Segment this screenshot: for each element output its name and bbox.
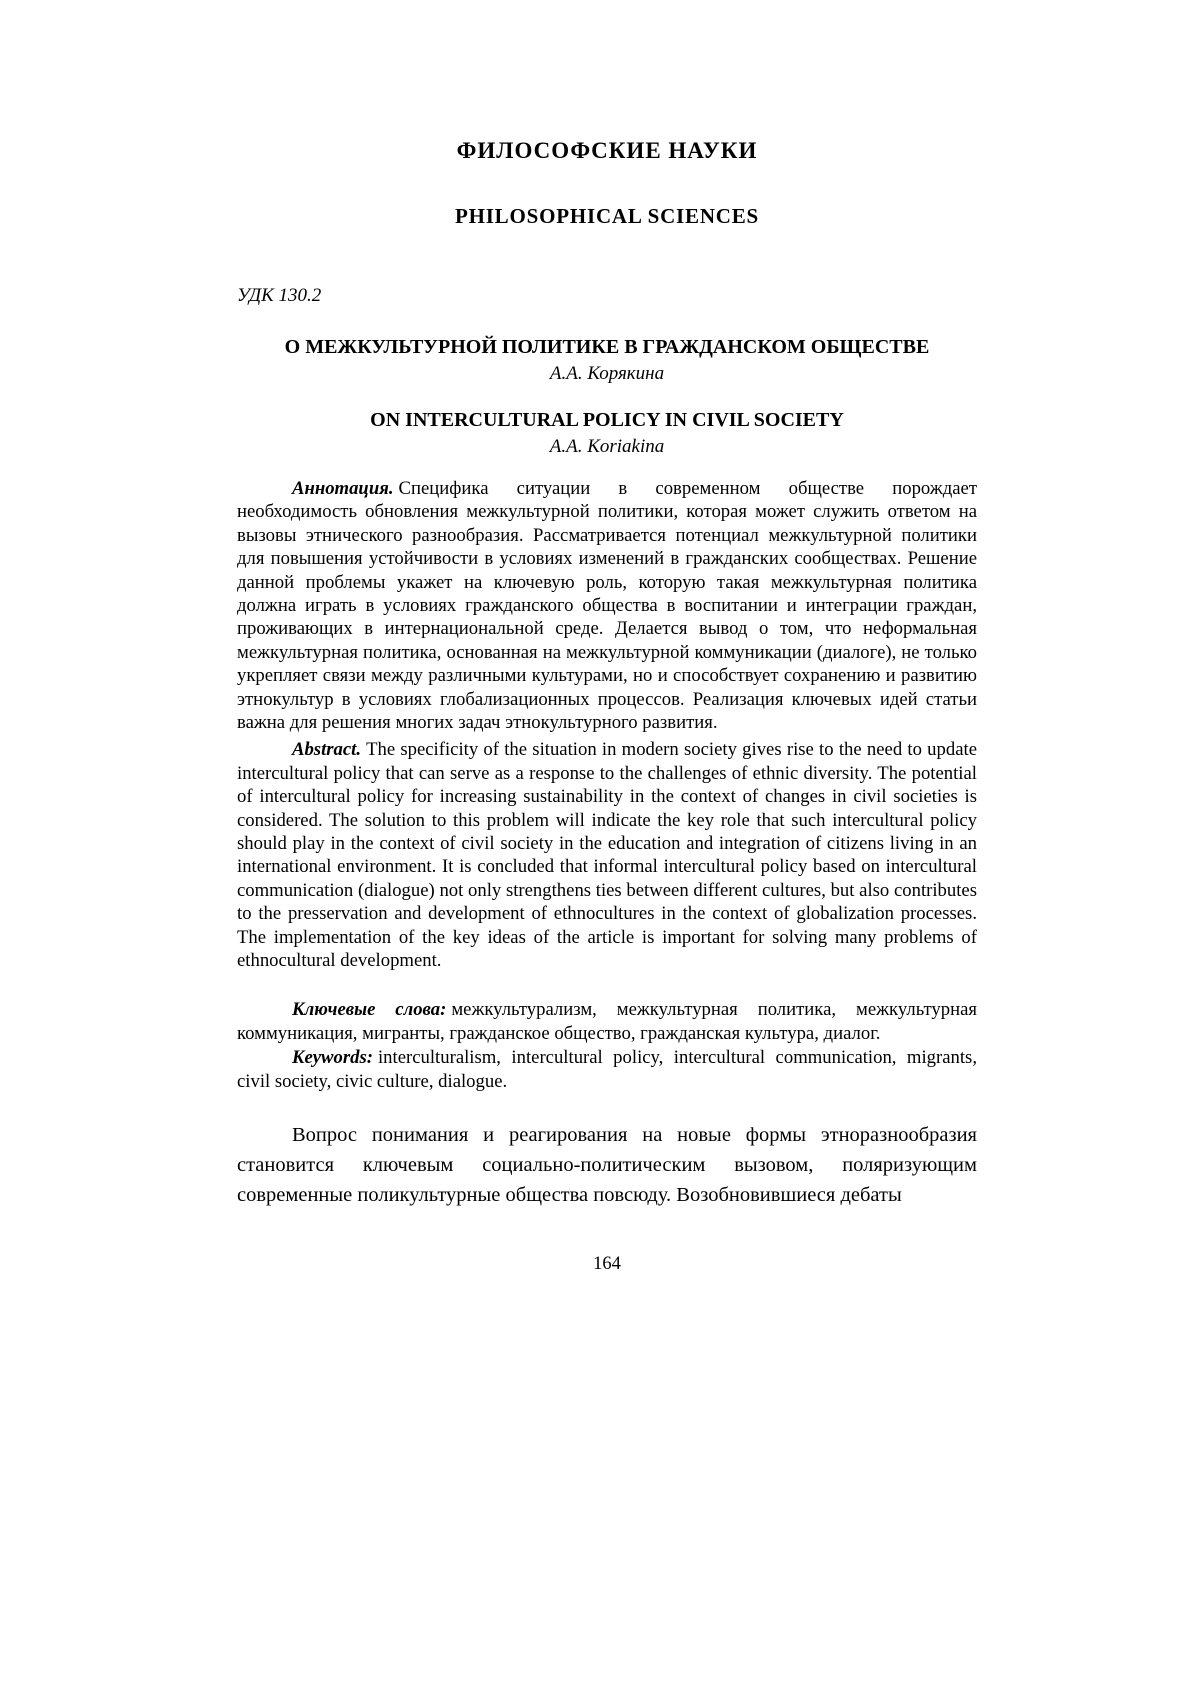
abstract-label: Abstract. <box>292 739 362 761</box>
section-heading-ru: ФИЛОСОФСКИЕ НАУКИ <box>456 138 758 163</box>
annotation-label: Аннотация. <box>292 477 394 499</box>
annotation-text: Специфика ситуации в современном обществе порождает необходимость обновления межкультурной политики, которая может служить ответом на вызовы этнического разнообразия. Рассматривается потенциал межкультурной политики для повышения устойчивости в условиях изменений в гражданских сообществах. Решение данной проблемы укажет на ключевую роль, которую такая межкультурная политика должна играть в условиях гражданского общества в воспитании и интеграции граждан, проживающих в интернациональной среде. Делается вывод о том, что неформальная межкультурная политика, основанная на межкультурной коммуникации (диалоге), не только укрепляет связи между различными культурами, но и способствует сохранению и развитию этнокультур в условиях глобализационных процессов. Реализация ключевых идей статьи важна для решения многих задач этнокультурного развития. <box>237 477 977 733</box>
abstract-text: The specificity of the situation in modern society gives rise to the need to update intercultural policy that can serve as a response to the challenges of ethnic diversity. The potential of intercultural policy for increasing sustainability in the context of changes in civil societies is considered. The solution to this problem will indicate the key role that such intercultural policy should play in the context of civil society in the education and integration of citizens living in an international environment. It is concluded that informal intercultural policy based on intercultural communication (dialogue) not only strengthens ties between different cultures, but also contributes to the presservation and development of ethnocultures in the context of globalization processes. The implementation of the key ideas of the article is important for solving many problems of ethnocultural development. <box>237 739 977 971</box>
keywords-ru-label: Ключевые слова: <box>292 999 447 1021</box>
body-paragraph: Вопрос понимания и реагирования на новые формы этноразнообразия становится ключевым социально-политическим вызовом, поляризующим современные поликультурные общества повсюду. Возобновившиеся дебаты <box>237 1124 977 1207</box>
udc-code: УДК 130.2 <box>237 284 322 306</box>
section-heading-en: PHILOSOPHICAL SCIENCES <box>454 204 760 229</box>
annotation-paragraph <box>237 477 977 734</box>
page-number: 164 <box>593 1254 621 1274</box>
keywords-en-label: Keywords: <box>292 1047 373 1069</box>
article-author-ru: А.А. Корякина <box>549 363 665 385</box>
keywords-ru-text: межкультурализм, межкультурная политика, межкультурная коммуникация, мигранты, гражданское общество, гражданская культура, диалог. <box>237 999 977 1045</box>
keywords-ru-paragraph <box>237 998 977 1046</box>
article-title-ru: О МЕЖКУЛЬТУРНОЙ ПОЛИТИКЕ В ГРАЖДАНСКОМ ОБЩЕСТВЕ <box>284 336 930 359</box>
keywords-en-paragraph <box>237 1046 977 1094</box>
content-column <box>237 0 977 1210</box>
article-author-en: A.A. Koriakina <box>549 436 665 458</box>
keywords-en-text: interculturalism, intercultural policy, intercultural communication, migrants, civil society, civic culture, dialogue. <box>237 1047 977 1093</box>
abstract-paragraph <box>237 738 977 972</box>
article-title-en: ON INTERCULTURAL POLICY IN CIVIL SOCIETY <box>370 409 844 432</box>
